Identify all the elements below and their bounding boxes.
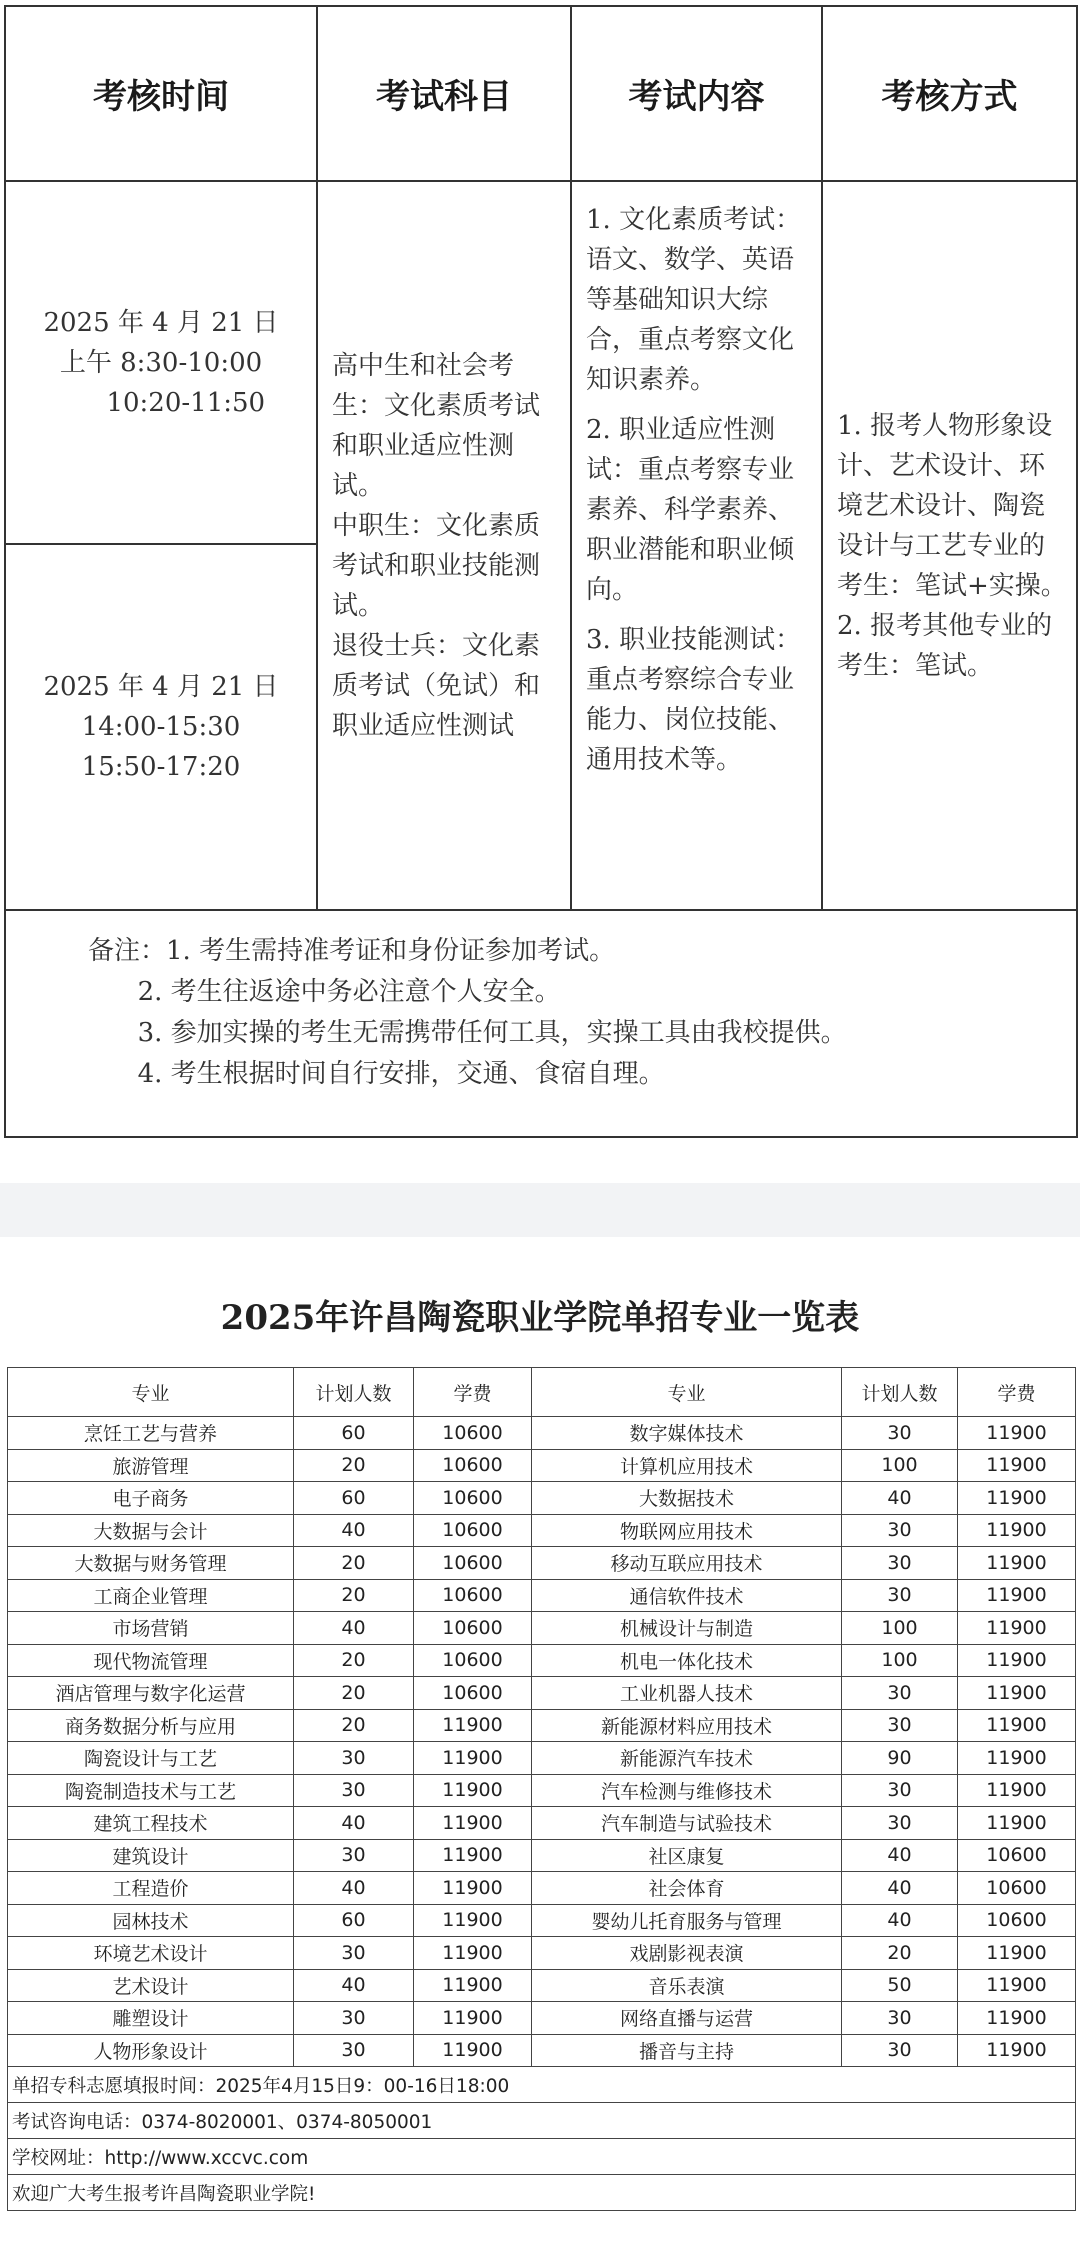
tuition: 10600 [958,1904,1076,1937]
plan-count: 30 [294,1742,414,1775]
table-row [8,1644,1076,1677]
tuition: 11900 [414,1937,532,1970]
major-name: 大数据技术 [532,1482,842,1515]
plan-count: 100 [842,1612,958,1645]
tuition: 11900 [958,1937,1076,1970]
plan-count: 30 [842,2034,958,2067]
welcome-message: 欢迎广大考生报考许昌陶瓷职业学院! [8,2175,1076,2211]
major-name: 社会体育 [532,1872,842,1905]
major-name: 艺术设计 [8,1969,294,2002]
tuition: 10600 [414,1612,532,1645]
major-name: 旅游管理 [8,1449,294,1482]
major-name: 工商企业管理 [8,1579,294,1612]
major-name: 汽车检测与维修技术 [532,1774,842,1807]
plan-count: 30 [294,1774,414,1807]
table-row [8,1742,1076,1775]
session-morning-slot1: 上午 8:30-10:00 [59,347,263,378]
footer-row [8,2103,1076,2139]
tuition: 10600 [414,1547,532,1580]
plan-count: 40 [294,1514,414,1547]
session-morning-time [5,181,317,544]
plan-count: 100 [842,1644,958,1677]
plan-count: 20 [294,1547,414,1580]
table-row [8,2034,1076,2067]
plan-count: 40 [842,1872,958,1905]
table-row [8,1677,1076,1710]
session-afternoon-slot2: 15:50-17:20 [81,752,241,782]
plan-count: 30 [842,1807,958,1840]
plan-count: 30 [842,2002,958,2035]
tuition: 10600 [958,1872,1076,1905]
plan-count: 40 [294,1612,414,1645]
footer-row [8,2139,1076,2175]
major-name: 建筑工程技术 [8,1807,294,1840]
header-major: 专业 [8,1368,294,1417]
tuition: 11900 [414,1709,532,1742]
plan-count: 20 [294,1644,414,1677]
tuition: 11900 [958,1709,1076,1742]
major-name: 建筑设计 [8,1839,294,1872]
plan-count: 30 [842,1579,958,1612]
session-morning-date: 2025 年 4 月 21 日 [43,307,279,338]
plan-count: 50 [842,1969,958,2002]
tuition: 11900 [414,1774,532,1807]
major-name: 音乐表演 [532,1969,842,2002]
major-name: 雕塑设计 [8,2002,294,2035]
header-exam-time: 考核时间 [5,6,317,181]
plan-count: 100 [842,1449,958,1482]
exam-notes [5,910,1077,1137]
table-row [8,1904,1076,1937]
major-name: 商务数据分析与应用 [8,1709,294,1742]
table-row [8,1969,1076,2002]
tuition: 10600 [414,1514,532,1547]
plan-count: 30 [294,1839,414,1872]
exam-schedule-table [4,5,1078,1138]
footer-row [8,2175,1076,2211]
tuition: 11900 [414,2034,532,2067]
tuition: 10600 [414,1677,532,1710]
major-name: 酒店管理与数字化运营 [8,1677,294,1710]
note-line-3: 3. 参加实操的考生无需携带任何工具，实操工具由我校提供。 [88,1018,847,1048]
plan-count: 30 [842,1709,958,1742]
major-name: 大数据与财务管理 [8,1547,294,1580]
header-major: 专业 [532,1368,842,1417]
session-afternoon-time [5,544,317,910]
major-name: 大数据与会计 [8,1514,294,1547]
header-tuition: 学费 [414,1368,532,1417]
exam-row-1 [5,181,1077,544]
table-row [8,1449,1076,1482]
exam-header-row [5,6,1077,181]
plan-count: 30 [294,2002,414,2035]
table-row [8,1579,1076,1612]
tuition: 10600 [414,1644,532,1677]
tuition: 10600 [414,1449,532,1482]
major-name: 电子商务 [8,1482,294,1515]
header-plan-count: 计划人数 [294,1368,414,1417]
note-line-4: 4. 考生根据时间自行安排，交通、食宿自理。 [88,1059,665,1089]
exam-subjects [317,181,571,910]
major-name: 人物形象设计 [8,2034,294,2067]
header-tuition: 学费 [958,1368,1076,1417]
tuition: 11900 [958,2002,1076,2035]
tuition: 11900 [414,1969,532,2002]
plan-count: 30 [842,1677,958,1710]
major-name: 机电一体化技术 [532,1644,842,1677]
footer-row [8,2067,1076,2103]
table-row [8,2002,1076,2035]
plan-count: 20 [842,1937,958,1970]
major-name: 机械设计与制造 [532,1612,842,1645]
tuition: 11900 [958,1449,1076,1482]
table-row [8,1709,1076,1742]
header-plan-count: 计划人数 [842,1368,958,1417]
major-name: 播音与主持 [532,2034,842,2067]
note-line-2: 2. 考生往返途中务必注意个人安全。 [88,977,561,1007]
section-divider [0,1183,1080,1237]
table-row [8,1612,1076,1645]
plan-count: 30 [294,2034,414,2067]
major-name: 婴幼儿托育服务与管理 [532,1904,842,1937]
major-name: 园林技术 [8,1904,294,1937]
majors-table-body [8,1368,1076,2211]
plan-count: 40 [842,1904,958,1937]
exam-notes-row [5,910,1077,1137]
table-row [8,1417,1076,1450]
tuition: 11900 [958,1774,1076,1807]
exam-content [571,181,822,910]
school-website[interactable]: 学校网址：http://www.xccvc.com [8,2139,1076,2175]
major-name: 移动互联应用技术 [532,1547,842,1580]
table-row [8,1839,1076,1872]
table-row [8,1872,1076,1905]
table-row [8,1514,1076,1547]
major-name: 戏剧影视表演 [532,1937,842,1970]
major-name: 数字媒体技术 [532,1417,842,1450]
major-name: 汽车制造与试验技术 [532,1807,842,1840]
tuition: 11900 [958,1742,1076,1775]
major-name: 新能源材料应用技术 [532,1709,842,1742]
plan-count: 20 [294,1579,414,1612]
note-line-1: 备注：1. 考生需持准考证和身份证参加考试。 [88,936,616,966]
plan-count: 20 [294,1677,414,1710]
tuition: 10600 [414,1579,532,1612]
table-row [8,1937,1076,1970]
table-row [8,1482,1076,1515]
tuition: 11900 [958,1579,1076,1612]
tuition: 11900 [958,1677,1076,1710]
major-name: 工业机器人技术 [532,1677,842,1710]
plan-count: 40 [294,1807,414,1840]
header-exam-subject: 考试科目 [317,6,571,181]
exam-methods-text: 1. 报考人物形象设计、艺术设计、环境艺术设计、陶瓷设计与工艺专业的考生：笔试+实操。 2. 报考其他专业的考生：笔试。 [837,410,1067,681]
plan-count: 60 [294,1417,414,1450]
majors-table [7,1367,1076,2211]
plan-count: 30 [842,1774,958,1807]
consult-phone: 考试咨询电话：0374-8020001、0374-8050001 [8,2103,1076,2139]
tuition: 11900 [414,1742,532,1775]
exam-methods [822,181,1077,910]
tuition: 10600 [414,1482,532,1515]
majors-list-title: 2025年许昌陶瓷职业学院单招专业一览表 [220,1298,860,1338]
major-name: 陶瓷设计与工艺 [8,1742,294,1775]
tuition: 10600 [414,1417,532,1450]
major-name: 工程造价 [8,1872,294,1905]
table-row [8,1774,1076,1807]
tuition: 11900 [958,1644,1076,1677]
tuition: 11900 [958,2034,1076,2067]
majors-header-row [8,1368,1076,1417]
plan-count: 40 [842,1839,958,1872]
tuition: 10600 [958,1839,1076,1872]
tuition: 11900 [414,1904,532,1937]
tuition: 11900 [414,1807,532,1840]
tuition: 11900 [958,1417,1076,1450]
exam-subjects-text: 高中生和社会考生：文化素质考试和职业适应性测试。 中职生：文化素质考试和职业技能测试。 退役士兵：文化素质考试（免试）和职业适应性测试 [332,350,541,741]
tuition: 11900 [958,1807,1076,1840]
tuition: 11900 [958,1612,1076,1645]
header-exam-content: 考试内容 [571,6,822,181]
tuition: 11900 [414,1839,532,1872]
plan-count: 40 [842,1482,958,1515]
plan-count: 60 [294,1904,414,1937]
plan-count: 30 [842,1547,958,1580]
tuition: 11900 [958,1969,1076,2002]
tuition: 11900 [414,1872,532,1905]
exam-content-item: 2. 职业适应性测试：重点考察专业素养、科学素养、职业潜能和职业倾向。 [586,415,795,605]
major-name: 环境艺术设计 [8,1937,294,1970]
session-afternoon-slot1: 14:00-15:30 [81,712,241,742]
plan-count: 30 [842,1417,958,1450]
plan-count: 30 [294,1937,414,1970]
major-name: 现代物流管理 [8,1644,294,1677]
plan-count: 40 [294,1872,414,1905]
major-name: 计算机应用技术 [532,1449,842,1482]
exam-content-item: 3. 职业技能测试：重点考察综合专业能力、岗位技能、通用技术等。 [586,625,802,775]
major-name: 新能源汽车技术 [532,1742,842,1775]
major-name: 陶瓷制造技术与工艺 [8,1774,294,1807]
header-exam-method: 考核方式 [822,6,1077,181]
tuition: 11900 [958,1514,1076,1547]
major-name: 物联网应用技术 [532,1514,842,1547]
tuition: 11900 [414,2002,532,2035]
major-name: 网络直播与运营 [532,2002,842,2035]
session-morning-slot2: 10:20-11:50 [56,387,266,418]
major-name: 通信软件技术 [532,1579,842,1612]
application-period: 单招专科志愿填报时间：2025年4月15日9：00-16日18:00 [8,2067,1076,2103]
major-name: 烹饪工艺与营养 [8,1417,294,1450]
plan-count: 30 [842,1514,958,1547]
table-row [8,1547,1076,1580]
session-afternoon-date: 2025 年 4 月 21 日 [43,672,279,702]
exam-content-item: 1. 文化素质考试：语文、数学、英语等基础知识大综合，重点考察文化知识素养。 [586,205,802,395]
plan-count: 40 [294,1969,414,2002]
tuition: 11900 [958,1482,1076,1515]
major-name: 社区康复 [532,1839,842,1872]
plan-count: 60 [294,1482,414,1515]
major-name: 市场营销 [8,1612,294,1645]
plan-count: 90 [842,1742,958,1775]
plan-count: 20 [294,1449,414,1482]
tuition: 11900 [958,1547,1076,1580]
plan-count: 20 [294,1709,414,1742]
table-row [8,1807,1076,1840]
